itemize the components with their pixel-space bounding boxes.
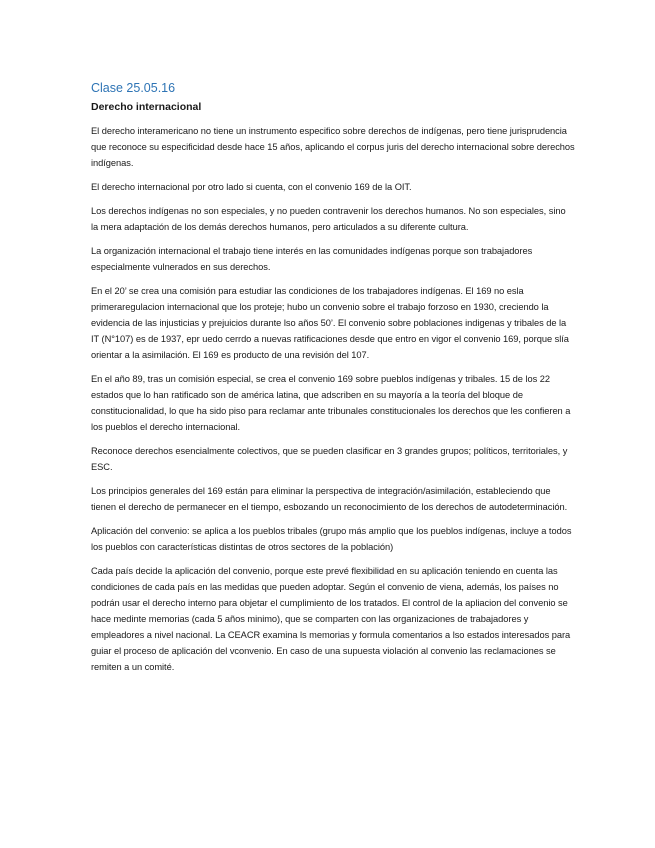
date-heading: Clase 25.05.16	[91, 81, 176, 95]
paragraph-6: En el año 89, tras un comisión especial, se crea el convenio 169 sobre pueblos indígenas y tribales. 15 de los 22 estados que lo han ratificado son de américa latina, que adscriben en su mayoría a la teoría del bloque de constitucionalidad, lo que ha sido piso para reclamar ante tribunales constitucionales los derechos que les confieren a los pueblos el derecho internacional.	[91, 374, 571, 432]
paragraph-7: Reconoce derechos esencialmente colectivos, que se pueden clasificar en 3 grandes grupos; políticos, territoriales, y ESC.	[91, 446, 568, 472]
paragraph-3: Los derechos indígenas no son especiales, y no pueden contravenir los derechos humanos. No son especiales, sino la mera adaptación de los demás derechos humanos, pero articulados a su diferente cultura.	[91, 206, 566, 232]
paragraph-8: Los principios generales del 169 están para eliminar la perspectiva de integración/asimilación, estableciendo que tienen el derecho de permanecer en el tiempo, esbozando un reconocimiento de los derechos de autodeterminación.	[91, 486, 568, 512]
paragraph-2: El derecho internacional por otro lado si cuenta, con el convenio 169 de la OIT.	[91, 182, 412, 192]
paragraph-9: Aplicación del convenio: se aplica a los pueblos tribales (grupo más amplio que los pueblos indígenas, incluye a todos los pueblos con características distintas de otros sectores de la población)	[91, 526, 572, 552]
document-body	[91, 80, 575, 683]
document-subtitle: Derecho internacional	[91, 101, 202, 113]
paragraph-4: La organización internacional el trabajo tiene interés en las comunidades indígenas porque son trabajadores especialmente vulnerados en sus derechos.	[91, 246, 533, 272]
paragraph-5: En el 20’ se crea una comisión para estudiar las condiciones de los trabajadores indígenas. El 169 no esla primeraregulacion internacional que los proteje; hubo un convenio sobre el trabajo forzoso en 1930, creciendo la evidencia de las injusticias y prejuicios durante lso años 50’. El convenio sobre poblaciones indigenas y tribales de la IT (N°107) es de 1937, epr uedo cerrdo a nuevas ratificaciones desde que entro en vigor el convenio 169, porque slía orientar a la asimilación. El 169 es producto de una revisión del 107.	[91, 286, 569, 360]
paragraph-1: El derecho interamericano no tiene un instrumento especifico sobre derechos de indígenas, pero tiene jurisprudencia que reconoce su especificidad desde hace 15 años, aplicando el corpus juris del derecho internacional sobre derechos indígenas.	[91, 126, 575, 168]
paragraph-10: Cada país decide la aplicación del convenio, porque este prevé flexibilidad en su aplicación teniendo en cuenta las condiciones de cada país en las medidas que pueden adoptar. Según el convenio de viena, además, los países no podrán usar el derecho interno para objetar el cumplimiento de los tratados. El control de la apliacion del convenio se hace medinte memorias (cada 5 años minimo), que se comparten con las organizaciones de trabajadores y empleadores a nivel nacional. La CEACR examina ls memorias y formula comentarios a lso estados interesados para guiar el proceso de aplicación del vconvenio. En caso de una supuesta violación al convenio las reclamaciones se remiten a un comité.	[91, 566, 571, 672]
